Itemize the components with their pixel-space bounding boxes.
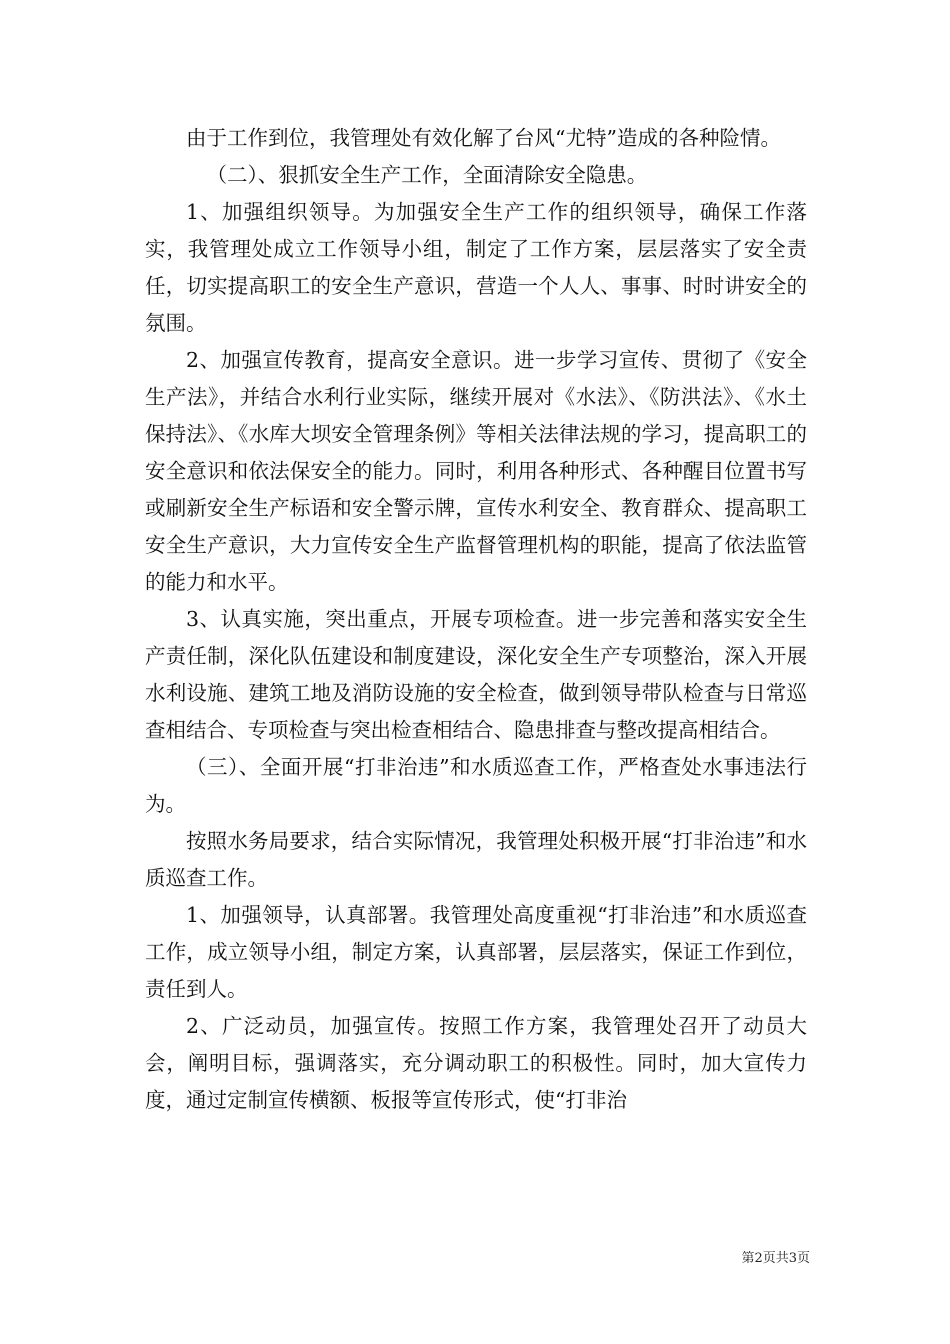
paragraph-7: 按照水务局要求，结合实际情况，我管理处积极开展“打非治违”和水质巡查工作。 [145,829,807,890]
paragraph-5: 3、认真实施，突出重点，开展专项检查。进一步完善和落实安全生产责任制，深化队伍建设和制度建设，深化安全生产专项整治，深入开展水利设施、建筑工地及消防设施的安全检查，做到领导带队检查与日常巡查相结合、专项检查与突出检查相结合、隐患排查与整改提高相结合。 [145,607,807,742]
page-number: 第2页共3页 [741,1251,810,1266]
section-heading-2: （二）、狠抓安全生产工作，全面清除安全隐患。 [206,163,648,187]
document-body [145,120,807,1119]
paragraph-4: 2、加强宣传教育，提高安全意识。进一步学习宣传、贯彻了《安全生产法》，并结合水利行业实际，继续开展对《水法》、《防洪法》、《水土保持法》、《水库大坝安全管理条例》等相关法律法规的学习，提高职工的安全意识和依法保安全的能力。同时，利用各种形式、各种醒目位置书写或刷新安全生产标语和安全警示牌，宣传水利安全、教育群众、提高职工安全生产意识，大力宣传安全生产监督管理机构的职能，提高了依法监管的能力和水平。 [145,348,807,594]
section-heading-3: （三）、全面开展“打非治违”和水质巡查工作，严格查处水事违法行为。 [145,755,807,816]
paragraph-8: 1、加强领导，认真部署。我管理处高度重视“打非治违”和水质巡查工作，成立领导小组，制定方案，认真部署，层层落实，保证工作到位，责任到人。 [145,903,807,1001]
paragraph-1: 由于工作到位，我管理处有效化解了台风“尤特”造成的各种险情。 [186,126,781,150]
paragraph-3: 1、加强组织领导。为加强安全生产工作的组织领导，确保工作落实，我管理处成立工作领导小组，制定了工作方案，层层落实了安全责任，切实提高职工的安全生产意识，营造一个人人、事事、时时讲安全的氛围。 [145,200,807,335]
paragraph-9: 2、广泛动员，加强宣传。按照工作方案，我管理处召开了动员大会，阐明目标，强调落实，充分调动职工的积极性。同时，加大宣传力度，通过定制宣传横额、板报等宣传形式，使“打非治 [145,1014,807,1112]
